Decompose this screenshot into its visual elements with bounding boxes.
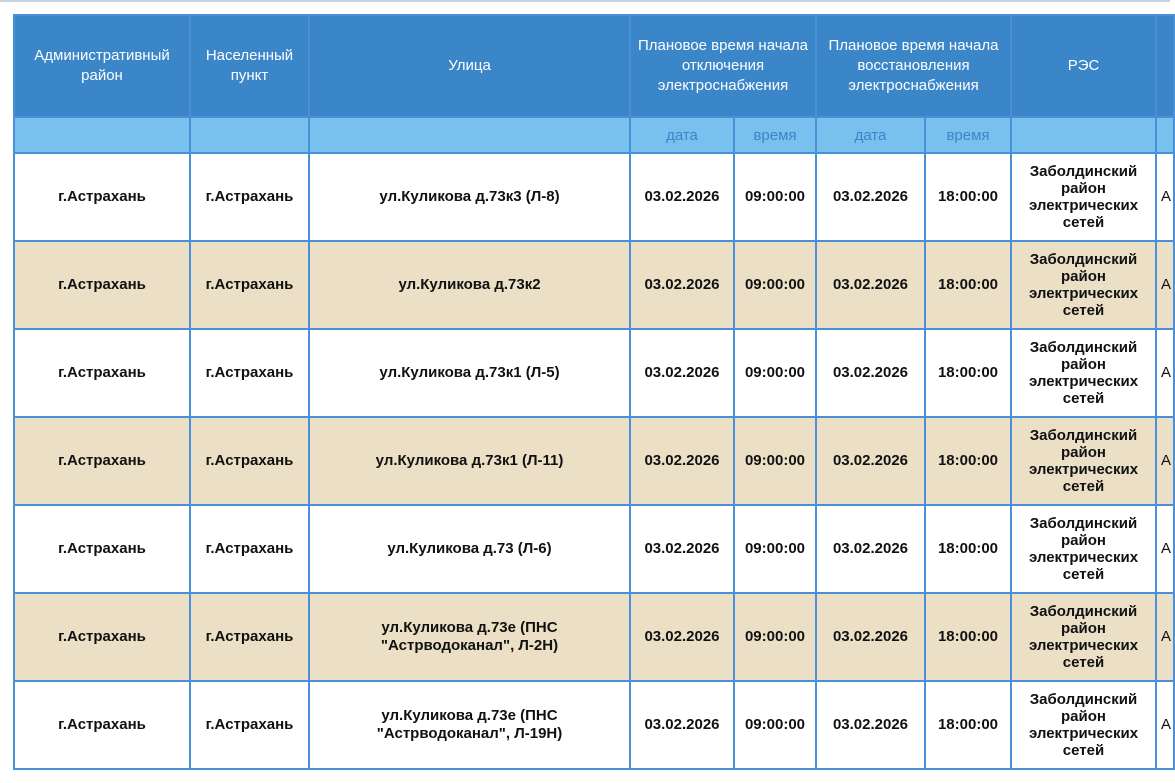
header-district: Административный район: [14, 15, 190, 117]
header-off-start: Плановое время начала отключения электроснабжения: [630, 15, 816, 117]
outage-table: [13, 14, 1175, 770]
cell-district: г.Астрахань: [14, 681, 190, 769]
cell-off-date: 03.02.2026: [630, 505, 734, 593]
cell-res: Заболдинский район электрических сетей: [1011, 681, 1156, 769]
cell-street: ул.Куликова д.73е (ПНС "Астрводоканал", Л-19Н): [309, 681, 630, 769]
cell-restore-time: 18:00:00: [925, 593, 1011, 681]
cell-locality: г.Астрахань: [190, 681, 309, 769]
cell-locality: г.Астрахань: [190, 329, 309, 417]
cell-district: г.Астрахань: [14, 153, 190, 241]
cell-next-column: А: [1156, 329, 1174, 417]
cell-next-column: А: [1156, 153, 1174, 241]
subheader-empty: [309, 117, 630, 153]
cell-locality: г.Астрахань: [190, 153, 309, 241]
cell-restore-date: 03.02.2026: [816, 681, 925, 769]
cell-off-date: 03.02.2026: [630, 417, 734, 505]
subheader-empty: [1011, 117, 1156, 153]
cell-off-date: 03.02.2026: [630, 593, 734, 681]
cell-restore-date: 03.02.2026: [816, 241, 925, 329]
cell-off-time: 09:00:00: [734, 593, 816, 681]
table-row: [14, 505, 1174, 593]
cell-next-column: А: [1156, 505, 1174, 593]
cell-next-column: А: [1156, 241, 1174, 329]
cell-next-column: А: [1156, 417, 1174, 505]
cell-res: Заболдинский район электрических сетей: [1011, 241, 1156, 329]
cell-res: Заболдинский район электрических сетей: [1011, 329, 1156, 417]
cell-off-time: 09:00:00: [734, 153, 816, 241]
cell-off-time: 09:00:00: [734, 329, 816, 417]
cell-restore-time: 18:00:00: [925, 329, 1011, 417]
subheader-empty: [14, 117, 190, 153]
cell-district: г.Астрахань: [14, 505, 190, 593]
cell-next-column: А: [1156, 681, 1174, 769]
subheader-off-date: дата: [630, 117, 734, 153]
cell-restore-time: 18:00:00: [925, 681, 1011, 769]
header-restore-start: Плановое время начала восстановления электроснабжения: [816, 15, 1011, 117]
cell-street: ул.Куликова д.73е (ПНС "Астрводоканал", Л-2Н): [309, 593, 630, 681]
cell-off-date: 03.02.2026: [630, 153, 734, 241]
cell-district: г.Астрахань: [14, 417, 190, 505]
cell-restore-date: 03.02.2026: [816, 329, 925, 417]
table-row: [14, 681, 1174, 769]
cell-off-date: 03.02.2026: [630, 241, 734, 329]
subheader-empty: [190, 117, 309, 153]
cell-street: ул.Куликова д.73 (Л-6): [309, 505, 630, 593]
subheader-restore-date: дата: [816, 117, 925, 153]
table-row: [14, 593, 1174, 681]
cell-res: Заболдинский район электрических сетей: [1011, 505, 1156, 593]
cell-street: ул.Куликова д.73к1 (Л-5): [309, 329, 630, 417]
cell-restore-date: 03.02.2026: [816, 505, 925, 593]
cell-locality: г.Астрахань: [190, 593, 309, 681]
top-divider: [0, 0, 1170, 2]
cell-off-time: 09:00:00: [734, 417, 816, 505]
cell-off-date: 03.02.2026: [630, 681, 734, 769]
cell-district: г.Астрахань: [14, 329, 190, 417]
header-locality: Населенный пункт: [190, 15, 309, 117]
cell-restore-date: 03.02.2026: [816, 417, 925, 505]
cell-locality: г.Астрахань: [190, 505, 309, 593]
cell-street: ул.Куликова д.73к1 (Л-11): [309, 417, 630, 505]
cell-res: Заболдинский район электрических сетей: [1011, 153, 1156, 241]
subheader-off-time: время: [734, 117, 816, 153]
cell-off-time: 09:00:00: [734, 241, 816, 329]
cell-res: Заболдинский район электрических сетей: [1011, 417, 1156, 505]
cell-restore-date: 03.02.2026: [816, 153, 925, 241]
cell-off-date: 03.02.2026: [630, 329, 734, 417]
cell-street: ул.Куликова д.73к2: [309, 241, 630, 329]
header-next-column: [1156, 15, 1174, 117]
cell-street: ул.Куликова д.73к3 (Л-8): [309, 153, 630, 241]
cell-off-time: 09:00:00: [734, 505, 816, 593]
table-row: [14, 417, 1174, 505]
cell-locality: г.Астрахань: [190, 241, 309, 329]
table-row: [14, 153, 1174, 241]
cell-locality: г.Астрахань: [190, 417, 309, 505]
cell-res: Заболдинский район электрических сетей: [1011, 593, 1156, 681]
cell-restore-time: 18:00:00: [925, 241, 1011, 329]
subheader-restore-time: время: [925, 117, 1011, 153]
cell-district: г.Астрахань: [14, 241, 190, 329]
subheader-row: [14, 117, 1174, 153]
table-row: [14, 329, 1174, 417]
table-row: [14, 241, 1174, 329]
cell-off-time: 09:00:00: [734, 681, 816, 769]
header-street: Улица: [309, 15, 630, 117]
subheader-empty: [1156, 117, 1174, 153]
cell-restore-date: 03.02.2026: [816, 593, 925, 681]
cell-restore-time: 18:00:00: [925, 417, 1011, 505]
cell-restore-time: 18:00:00: [925, 153, 1011, 241]
cell-restore-time: 18:00:00: [925, 505, 1011, 593]
header-res: РЭС: [1011, 15, 1156, 117]
header-row: [14, 15, 1174, 117]
cell-district: г.Астрахань: [14, 593, 190, 681]
cell-next-column: А: [1156, 593, 1174, 681]
